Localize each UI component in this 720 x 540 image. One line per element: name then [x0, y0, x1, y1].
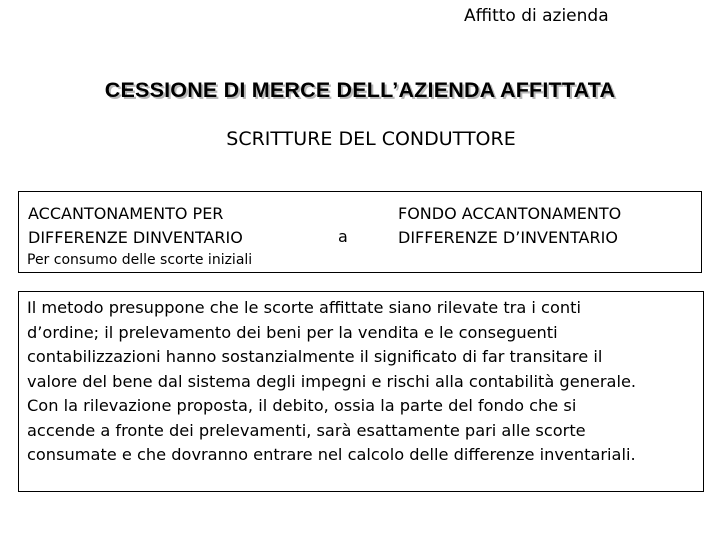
slide-title: CESSIONE DI MERCE DELL’AZIENDA AFFITTATA: [104, 78, 616, 102]
explanation-line: Il metodo presuppone che le scorte affittate siano rilevate tra i conti: [27, 298, 581, 317]
slide-subtitle: SCRITTURE DEL CONDUTTORE: [226, 128, 516, 150]
explanation-line: accende a fronte dei prelevamenti, sarà esattamente pari alle scorte: [27, 420, 586, 440]
debit-account: [28, 202, 243, 250]
debit-account-line-2: DIFFERENZE DINVENTARIO: [28, 228, 243, 247]
entry-note: Per consumo delle scorte iniziali: [27, 252, 253, 268]
credit-account-line-1: FONDO ACCANTONAMENTO: [398, 204, 622, 223]
explanation-box: [18, 291, 704, 492]
credit-account: [398, 202, 621, 250]
explanation-line: valore del bene dal sistema degli impegni e rischi alla contabilità generale.: [27, 371, 637, 391]
explanation-line: consumate e che dovranno entrare nel calcolo delle differenze inventariali.: [27, 445, 636, 464]
explanation-line: Con la rilevazione proposta, il debito, ossia la parte del fondo che si: [27, 396, 577, 415]
explanation-line: contabilizzazioni hanno sostanzialmente il significato di far transitare il: [27, 347, 603, 366]
debit-account-line-1: ACCANTONAMENTO PER: [28, 204, 224, 223]
explanation-line: d’ordine; il prelevamento dei beni per la vendita e le conseguenti: [27, 322, 558, 342]
slide-header-label: Affitto di azienda: [464, 6, 609, 26]
entry-connector: a: [338, 227, 348, 246]
credit-account-line-2: DIFFERENZE D’INVENTARIO: [398, 228, 618, 247]
